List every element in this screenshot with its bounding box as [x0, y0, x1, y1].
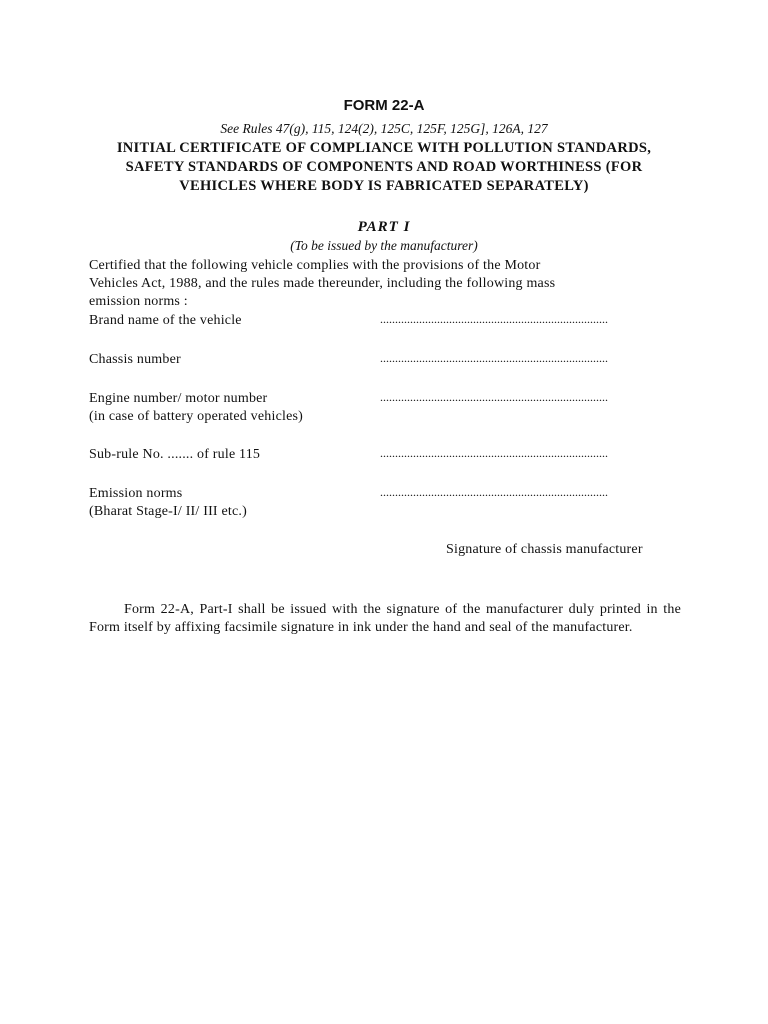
certification-statement: [89, 257, 679, 311]
issuance-note: [89, 601, 681, 637]
field-label: Emission norms: [89, 486, 183, 501]
field-blank-line[interactable]: ............................................................................: [380, 351, 608, 365]
issuance-note-text: Form 22-A, Part-I shall be issued with the signature of the manufacturer duly printed in the Form itself by affixing facsimile signature in ink under the hand and seal of the manufacturer.: [89, 602, 681, 635]
field-note: (in case of battery operated vehicles): [89, 409, 303, 424]
field-blank-line[interactable]: ............................................................................: [380, 446, 608, 460]
field-blank-line[interactable]: ............................................................................: [380, 390, 608, 404]
field-note: (Bharat Stage-I/ II/ III etc.): [89, 504, 247, 519]
part-title: PART I: [357, 219, 411, 235]
signature-label: Signature of chassis manufacturer: [446, 542, 643, 557]
statement-line: Vehicles Act, 1988, and the rules made thereunder, including the following mass: [89, 276, 556, 291]
certificate-heading-line: VEHICLES WHERE BODY IS FABRICATED SEPARATELY): [179, 178, 589, 194]
certificate-heading-line: SAFETY STANDARDS OF COMPONENTS AND ROAD WORTHINESS (FOR: [125, 159, 643, 175]
statement-line: Certified that the following vehicle complies with the provisions of the Motor: [89, 258, 541, 273]
field-chassis-number: [89, 351, 685, 369]
certificate-heading: [90, 139, 678, 196]
field-label: Sub-rule No. ....... of rule 115: [89, 447, 261, 462]
certificate-heading-line: INITIAL CERTIFICATE OF COMPLIANCE WITH POLLUTION STANDARDS,: [116, 140, 652, 156]
statement-line: emission norms :: [89, 294, 188, 309]
field-emission-norms: [89, 485, 685, 521]
field-sub-rule: [89, 446, 685, 464]
field-label: Chassis number: [89, 352, 181, 367]
form-title: FORM 22-A: [343, 97, 425, 114]
field-blank-line[interactable]: ............................................................................: [380, 485, 608, 499]
field-label: Brand name of the vehicle: [89, 313, 242, 328]
rules-reference: See Rules 47(g), 115, 124(2), 125C, 125F, 125G], 126A, 127: [220, 121, 548, 136]
field-brand-name: [89, 312, 685, 330]
field-label: Engine number/ motor number: [89, 391, 268, 406]
field-engine-number: [89, 390, 685, 426]
field-blank-line[interactable]: ............................................................................: [380, 312, 608, 326]
part-subtitle: (To be issued by the manufacturer): [290, 238, 478, 253]
